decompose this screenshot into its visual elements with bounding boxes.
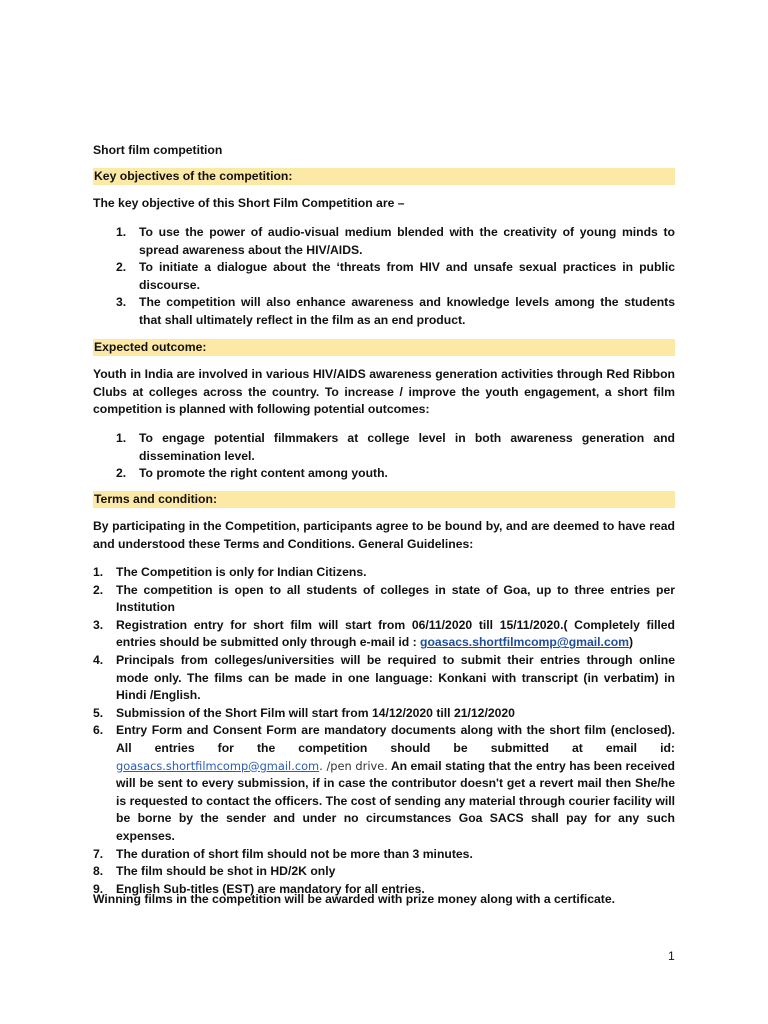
section-heading-terms: Terms and condition: bbox=[93, 491, 675, 508]
doc-title: Short film competition bbox=[93, 143, 223, 157]
list-item: 1. To engage potential filmmakers at college level in both awareness generation and dissemination level. bbox=[116, 431, 675, 463]
list-item: 6. Entry Form and Consent Form are mandatory documents along with the short film (enclosed). All entries for the competition should be submitted at email id: goasacs.shortfilmcomp@gmail.com. /pen drive. An email stating that the entry has been received will be sent to every submission, if in case the contributor doesn't get a revert mail then She/he is requested to contact the officers. The cost of sending any material through courier facility will be borne by the sender and under no circumstances Goa SACS shall pay for any such expenses. bbox=[93, 723, 675, 843]
list-item: 2. The competition is open to all students of colleges in state of Goa, up to three entries per Institution bbox=[93, 582, 675, 615]
list-item: 5. Submission of the Short Film will start from 14/12/2020 till 21/12/2020 bbox=[93, 705, 515, 720]
list-item: 2. To promote the right content among youth. bbox=[116, 466, 388, 481]
list-item: 3. The competition will also enhance awareness and knowledge levels among the students that shall ultimately reflect in the film as an end product. bbox=[116, 295, 675, 327]
objectives-intro: The key objective of this Short Film Competition are – bbox=[93, 196, 405, 210]
page-number: 1 bbox=[668, 949, 675, 963]
list-item: 1. To use the power of audio-visual medium blended with the creativity of young minds to spread awareness about the HIV/AIDS. bbox=[116, 225, 675, 257]
terms-list bbox=[93, 564, 675, 898]
email-link[interactable]: goasacs.shortfilmcomp@gmail.com bbox=[420, 635, 629, 650]
list-item: 8. The film should be shot in HD/2K only bbox=[93, 864, 336, 879]
list-item: 3. Registration entry for short film will start from 06/11/2020 till 15/11/2020.( Completely filled entries should be submitted only through e-mail id : goasacs.shortfilmcomp@gmail.com) bbox=[93, 617, 675, 650]
email-link[interactable]: goasacs.shortfilmcomp@gmail.com bbox=[116, 758, 320, 773]
outcomes-list bbox=[93, 430, 675, 483]
outcome-paragraph: Youth in India are involved in various HIV/AIDS awareness generation activities through Red Ribbon Clubs at colleges across the country. To increase / improve the youth engagement, a short film competition is planned with following potential outcomes: bbox=[93, 367, 675, 417]
list-item: 2. To initiate a dialogue about the ‘threats from HIV and unsafe sexual practices in public discourse. bbox=[116, 260, 675, 292]
closing-statement: Winning films in the competition will be awarded with prize money along with a certificate. bbox=[93, 892, 615, 906]
list-item: 9. English Sub-titles (EST) are mandatory for all entries. bbox=[93, 881, 425, 896]
objectives-list bbox=[93, 224, 675, 330]
section-heading-outcome: Expected outcome: bbox=[93, 339, 675, 356]
list-item: 1. The Competition is only for Indian Citizens. bbox=[93, 565, 367, 579]
section-heading-objectives: Key objectives of the competition: bbox=[93, 168, 675, 185]
list-item: 4. Principals from colleges/universities will be required to submit their entries through online mode only. The films can be made in one language: Konkani with transcript (in verbatim) in Hindi /English. bbox=[93, 652, 675, 703]
list-item: 7. The duration of short film should not be more than 3 minutes. bbox=[93, 846, 473, 861]
terms-intro: By participating in the Competition, participants agree to be bound by, and are deemed to have read and understood these Terms and Conditions. General Guidelines: bbox=[93, 519, 675, 551]
